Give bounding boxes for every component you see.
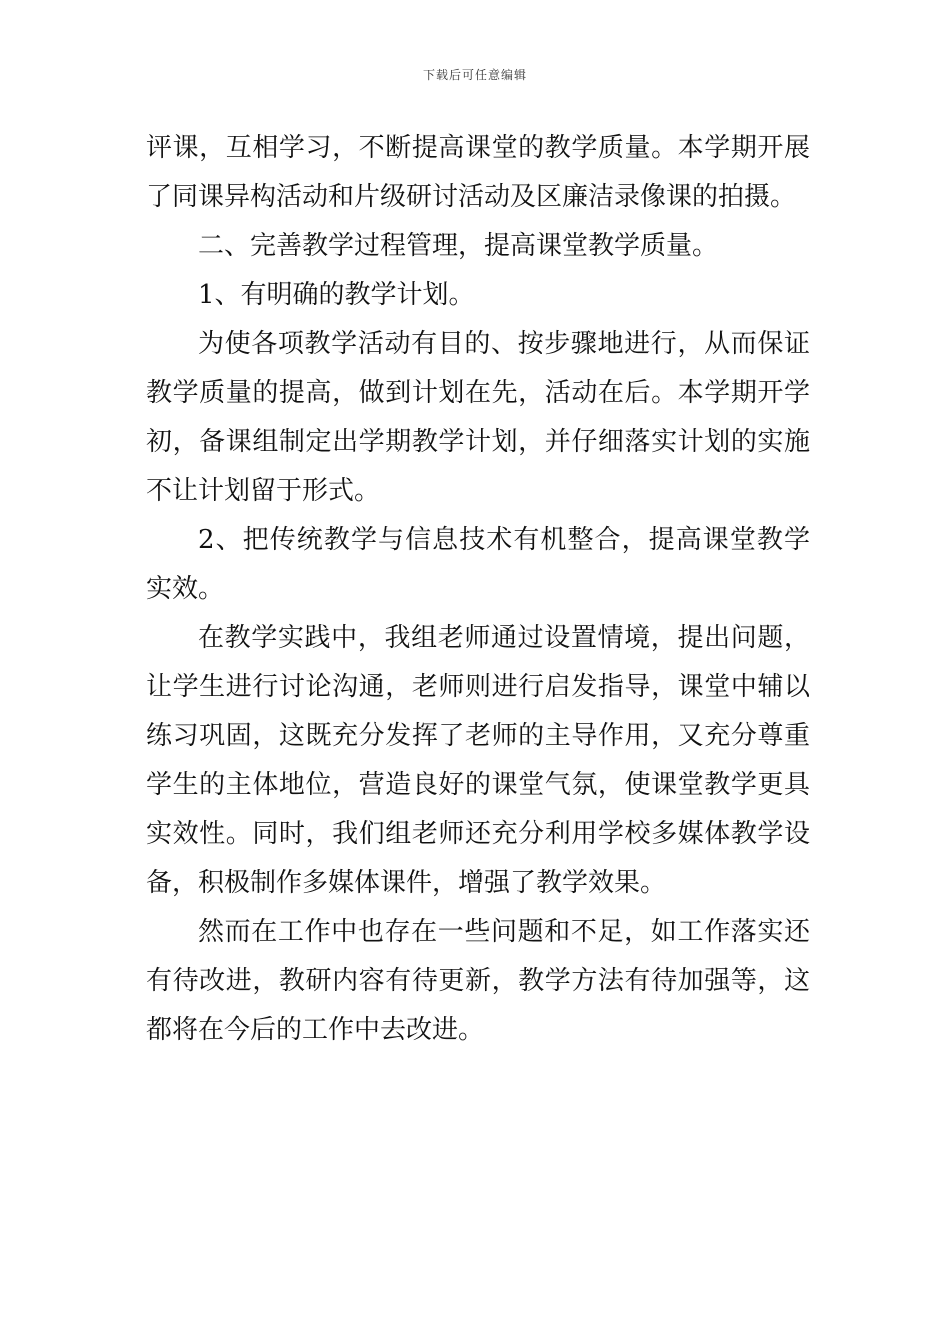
paragraph-shortcomings: 然而在工作中也存在一些问题和不足，如工作落实还有待改进，教研内容有待更新，教学方法有待加强等，这都将在今后的工作中去改进。: [146, 917, 810, 1045]
paragraph-practice: 在教学实践中，我组老师通过设置情境，提出问题，让学生进行讨论沟通，老师则进行启发指导，课堂中辅以练习巩固，这既充分发挥了老师的主导作用，又充分尊重学生的主体地位，营造良好的课堂气氛，使课堂教学更具实效性。同时，我们组老师还充分利用学校多媒体教学设备，积极制作多媒体课件，增强了教学效果。: [146, 623, 810, 898]
section-heading-2: 二、完善教学过程管理，提高课堂教学质量。: [198, 231, 719, 261]
paragraph-continued: 评课，互相学习，不断提高课堂的教学质量。本学期开展了同课异构活动和片级研讨活动及区廉洁录像课的拍摄。: [146, 133, 810, 212]
document-body: [146, 124, 810, 1055]
paragraph-plan: 为使各项教学活动有目的、按步骤地进行，从而保证教学质量的提高，做到计划在先，活动在后。本学期开学初，备课组制定出学期教学计划，并仔细落实计划的实施不让计划留于形式。: [146, 329, 810, 506]
subheading-1: 1、有明确的教学计划。: [198, 280, 475, 310]
subheading-2: 2、把传统教学与信息技术有机整合，提高课堂教学实效。: [146, 525, 810, 604]
header-note: 下载后可任意编辑: [422, 68, 527, 82]
